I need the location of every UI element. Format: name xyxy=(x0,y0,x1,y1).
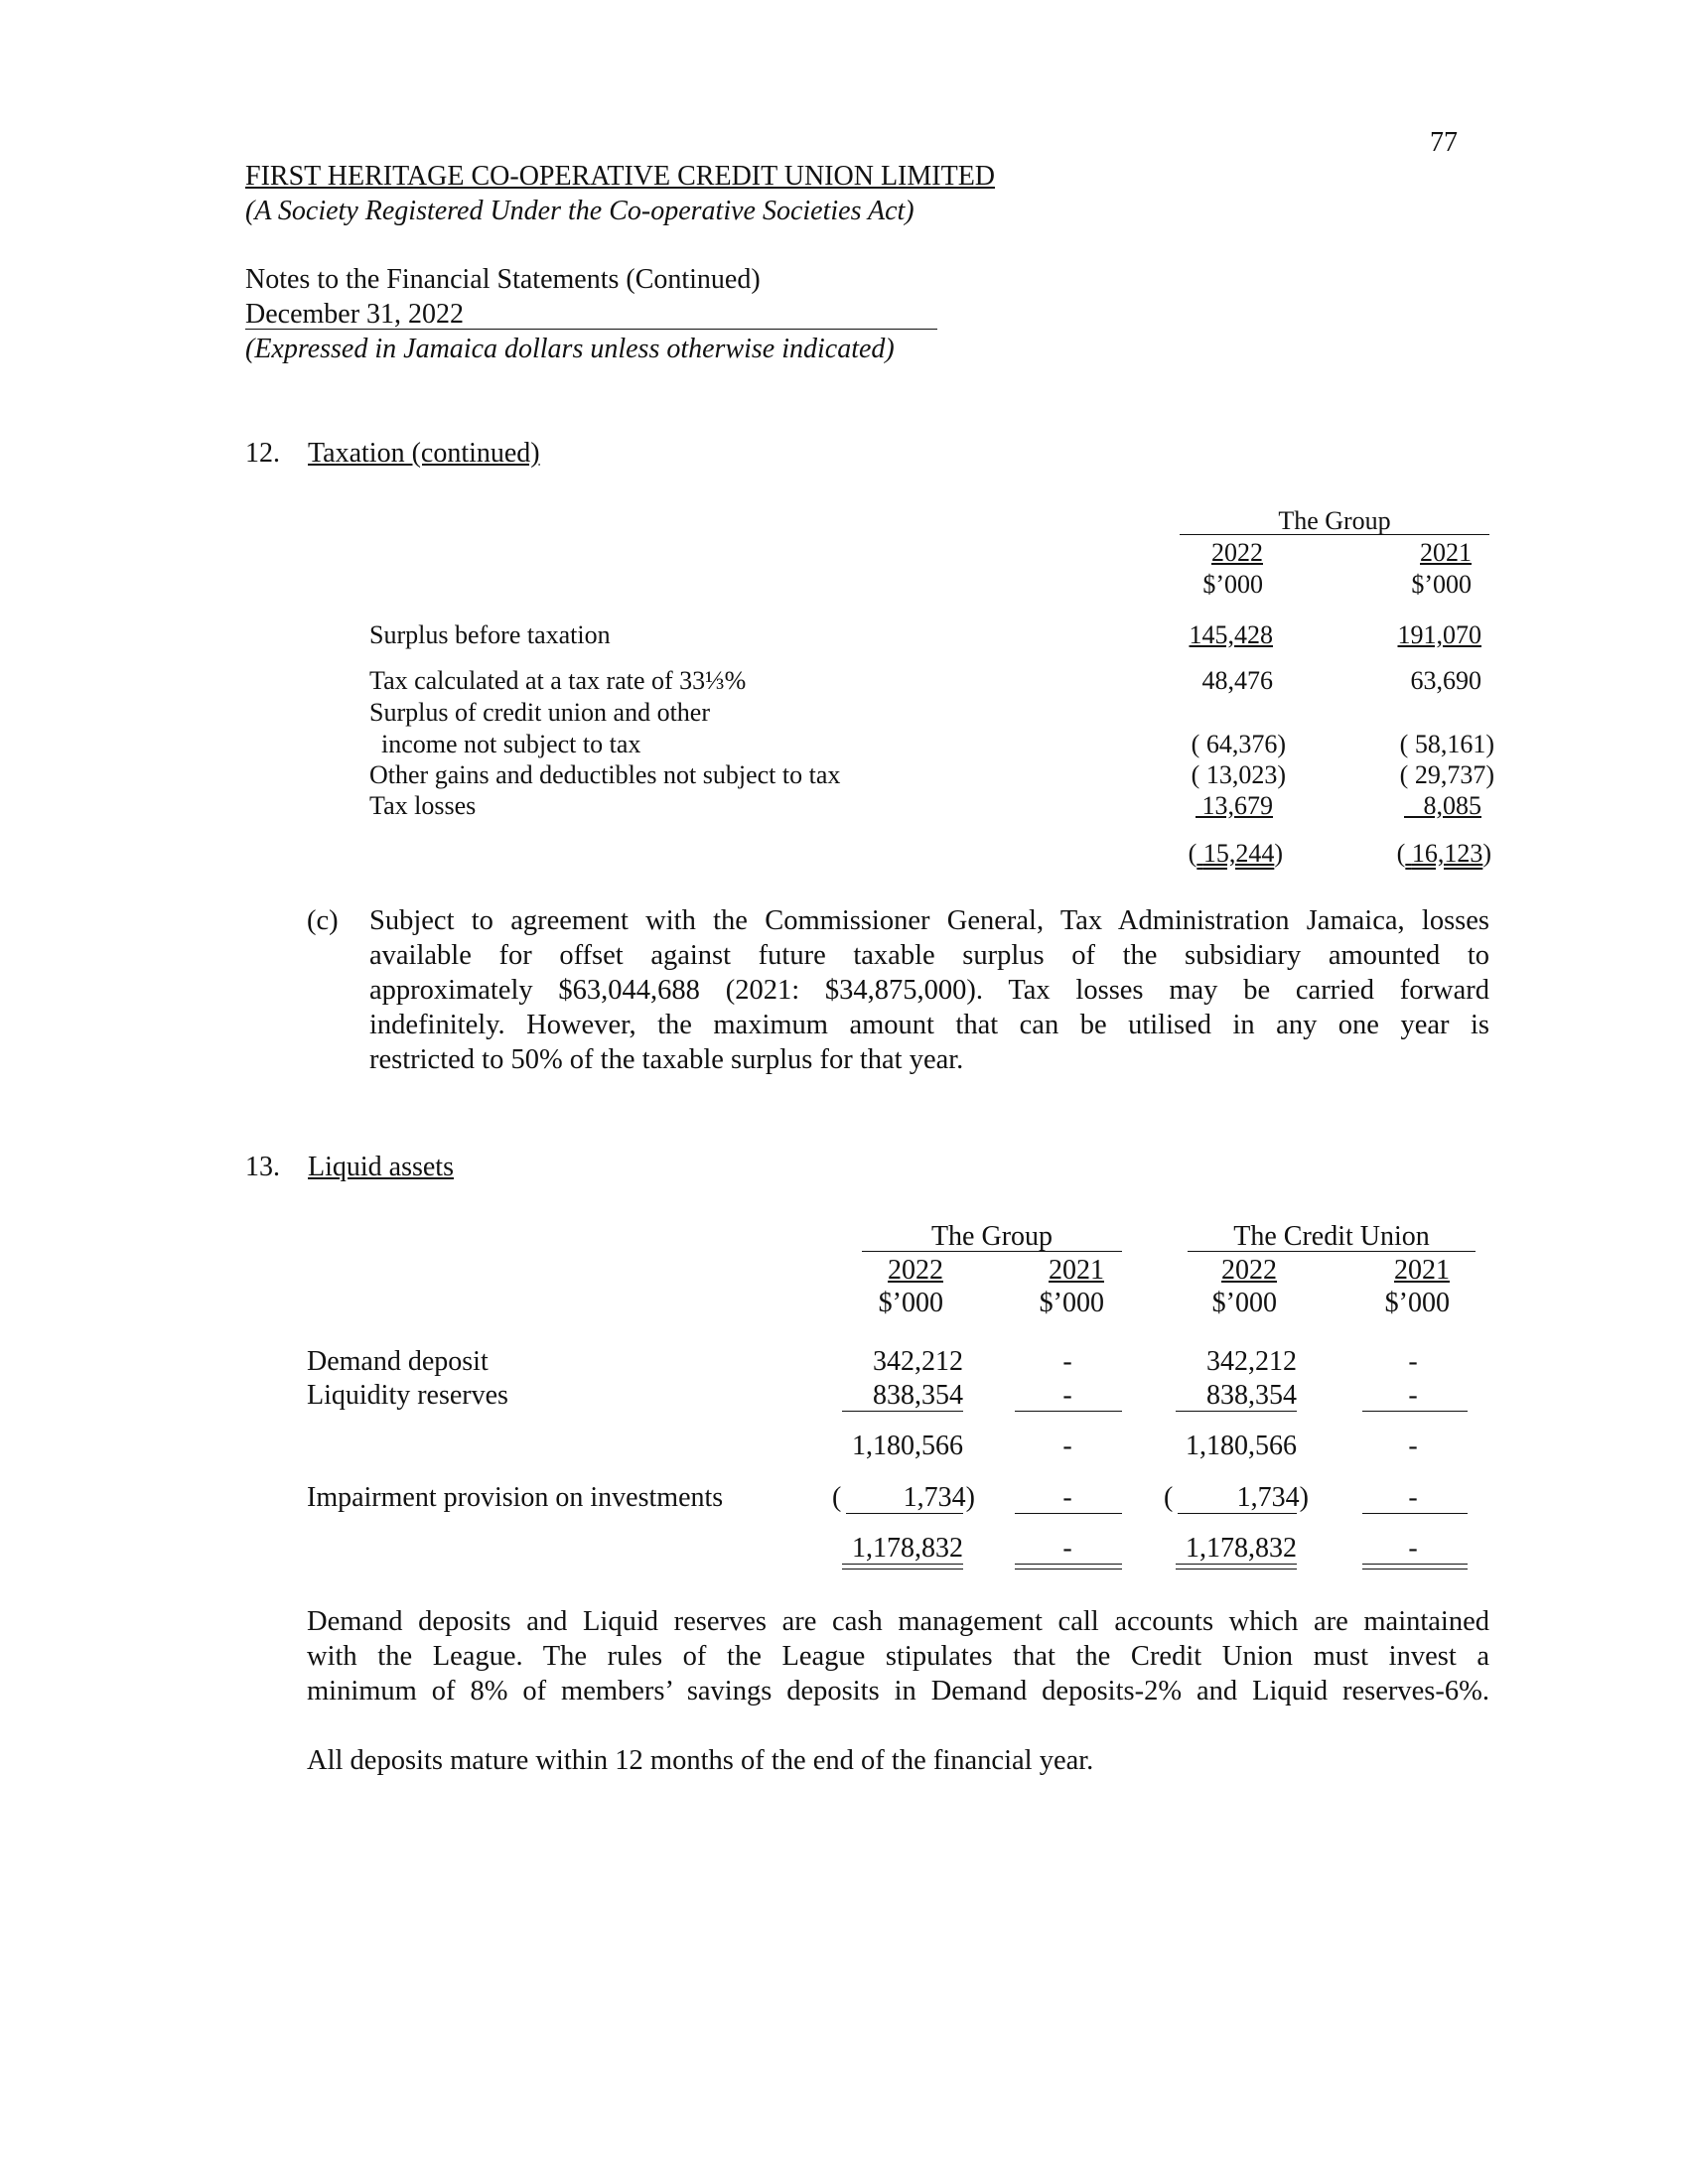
s13-unit: $’000 xyxy=(878,1288,943,1318)
s12-row-2021: ( 29,737) xyxy=(1399,760,1494,789)
s12-row-2022: 48,476 xyxy=(1201,666,1273,695)
s13-unit: $’000 xyxy=(1211,1288,1277,1318)
s13-cu-rule xyxy=(1188,1251,1476,1252)
s12-total-2022: ( 15,244) xyxy=(1188,839,1283,868)
s13-cell: 342,212 xyxy=(873,1346,963,1377)
note-c-label: (c) xyxy=(307,905,339,936)
s13-cell: 838,354 xyxy=(873,1380,963,1411)
s13-subtotal: 1,180,566 xyxy=(1186,1431,1297,1461)
note-c-line: approximately $63,044,688 (2021: $34,875,000). Tax losses may be carried forward xyxy=(369,975,1489,1006)
s12-row-2021: 8,085 xyxy=(1423,791,1481,820)
s13-rule xyxy=(1176,1564,1297,1565)
date-rule xyxy=(245,329,937,330)
s12-row-2022: 13,679 xyxy=(1201,791,1273,820)
s13-unit: $’000 xyxy=(1039,1288,1104,1318)
s13-cu-header: The Credit Union xyxy=(1233,1221,1430,1252)
s13-subtotal: 1,180,566 xyxy=(852,1431,963,1461)
company-name: FIRST HERITAGE CO-OPERATIVE CREDIT UNION LIMITED xyxy=(245,161,996,192)
s12-row-label: Tax calculated at a tax rate of 33⅓% xyxy=(369,666,747,695)
s13-para2: All deposits mature within 12 months of the end of the financial year. xyxy=(307,1745,1094,1776)
s13-total: 1,178,832 xyxy=(1186,1533,1297,1564)
s12-year-2021: 2021 xyxy=(1420,538,1472,567)
s13-para-line: Demand deposits and Liquid reserves are cash management call accounts which are maintained xyxy=(307,1606,1489,1637)
s12-row-label: Tax losses xyxy=(369,791,477,820)
s13-rule xyxy=(842,1569,963,1570)
s12-year-2022: 2022 xyxy=(1211,538,1263,567)
s13-impairment-cell: 1,734) xyxy=(1236,1482,1309,1513)
s13-year: 2022 xyxy=(888,1255,943,1286)
s13-paren: ( xyxy=(832,1482,842,1513)
s13-total: - xyxy=(1062,1533,1072,1564)
s13-cell: - xyxy=(1062,1380,1072,1411)
s12-surplus-label: Surplus before taxation xyxy=(369,620,611,649)
note-c-line: available for offset against future taxable surplus of the subsidiary amounted to xyxy=(369,940,1489,971)
s13-year: 2022 xyxy=(1221,1255,1277,1286)
currency-note: (Expressed in Jamaica dollars unless otherwise indicated) xyxy=(245,334,895,364)
s13-unit: $’000 xyxy=(1384,1288,1450,1318)
s13-rule xyxy=(1362,1569,1468,1570)
s12-surplus-2022: 145,428 xyxy=(1189,620,1273,649)
s13-impairment-label: Impairment provision on investments xyxy=(307,1482,724,1513)
s13-rule xyxy=(842,1411,963,1412)
s13-impairment-cell: - xyxy=(1408,1482,1418,1513)
s13-rule xyxy=(1176,1411,1297,1412)
s13-year: 2021 xyxy=(1049,1255,1104,1286)
s12-row-2022: ( 13,023) xyxy=(1191,760,1286,789)
s13-subtotal: - xyxy=(1408,1431,1418,1461)
note-c-line: restricted to 50% of the taxable surplus for that year. xyxy=(369,1044,964,1075)
s13-rule xyxy=(1176,1569,1297,1570)
s12-row-2022: ( 64,376) xyxy=(1191,730,1286,758)
s13-cell: - xyxy=(1062,1346,1072,1377)
statement-date: December 31, 2022 xyxy=(245,299,465,330)
s13-para-line: minimum of 8% of members’ savings deposits in Demand deposits-2% and Liquid reserves-6%. xyxy=(307,1676,1489,1706)
s13-cell: 342,212 xyxy=(1206,1346,1297,1377)
notes-title: Notes to the Financial Statements (Continued) xyxy=(245,264,761,295)
section-12-number: 12. xyxy=(245,438,280,469)
s13-impairment-cell: 1,734) xyxy=(903,1482,975,1513)
s13-rule xyxy=(1015,1513,1122,1514)
s13-subtotal: - xyxy=(1062,1431,1072,1461)
s12-total-2021: ( 16,123) xyxy=(1396,839,1491,868)
s13-cell: 838,354 xyxy=(1206,1380,1297,1411)
s13-paren: ( xyxy=(1164,1482,1174,1513)
s12-group-header: The Group xyxy=(1278,506,1391,535)
s13-rule xyxy=(1015,1564,1122,1565)
s13-para-line: with the League. The rules of the League stipulates that the Credit Union must invest a xyxy=(307,1641,1489,1672)
s12-unit-2022: $’000 xyxy=(1202,570,1263,599)
s13-impairment-cell: - xyxy=(1062,1482,1072,1513)
s12-surplus-2021: 191,070 xyxy=(1397,620,1481,649)
s13-row-label: Liquidity reserves xyxy=(307,1380,508,1411)
s13-cell: - xyxy=(1408,1346,1418,1377)
s13-rule xyxy=(1015,1569,1122,1570)
s12-row-2021: 63,690 xyxy=(1410,666,1481,695)
s13-row-label: Demand deposit xyxy=(307,1346,489,1377)
s13-rule xyxy=(1178,1513,1297,1514)
page-number: 77 xyxy=(1430,127,1458,158)
s13-rule xyxy=(1015,1411,1122,1412)
s12-row-2021: ( 58,161) xyxy=(1399,730,1494,758)
s12-row-label: income not subject to tax xyxy=(381,730,641,758)
s13-total: 1,178,832 xyxy=(852,1533,963,1564)
s13-rule xyxy=(846,1513,963,1514)
s13-cell: - xyxy=(1408,1380,1418,1411)
s13-total: - xyxy=(1408,1533,1418,1564)
s13-year: 2021 xyxy=(1394,1255,1450,1286)
note-c-line: indefinitely. However, the maximum amount that can be utilised in any one year is xyxy=(369,1010,1489,1040)
s12-unit-2021: $’000 xyxy=(1411,570,1472,599)
section-13-number: 13. xyxy=(245,1152,280,1182)
section-12-title: Taxation (continued) xyxy=(308,438,540,469)
s13-rule xyxy=(1362,1564,1468,1565)
s13-group-header: The Group xyxy=(930,1221,1054,1252)
s12-row-label: Surplus of credit union and other xyxy=(369,698,710,727)
company-subtitle: (A Society Registered Under the Co-operative Societies Act) xyxy=(245,196,914,226)
note-c-line: Subject to agreement with the Commissioner General, Tax Administration Jamaica, losses xyxy=(369,905,1489,936)
s13-rule xyxy=(1362,1513,1468,1514)
s13-rule xyxy=(842,1564,963,1565)
s13-group-rule xyxy=(862,1251,1122,1252)
section-13-title: Liquid assets xyxy=(308,1152,454,1182)
s13-rule xyxy=(1362,1411,1468,1412)
s12-row-label: Other gains and deductibles not subject to tax xyxy=(369,760,841,789)
